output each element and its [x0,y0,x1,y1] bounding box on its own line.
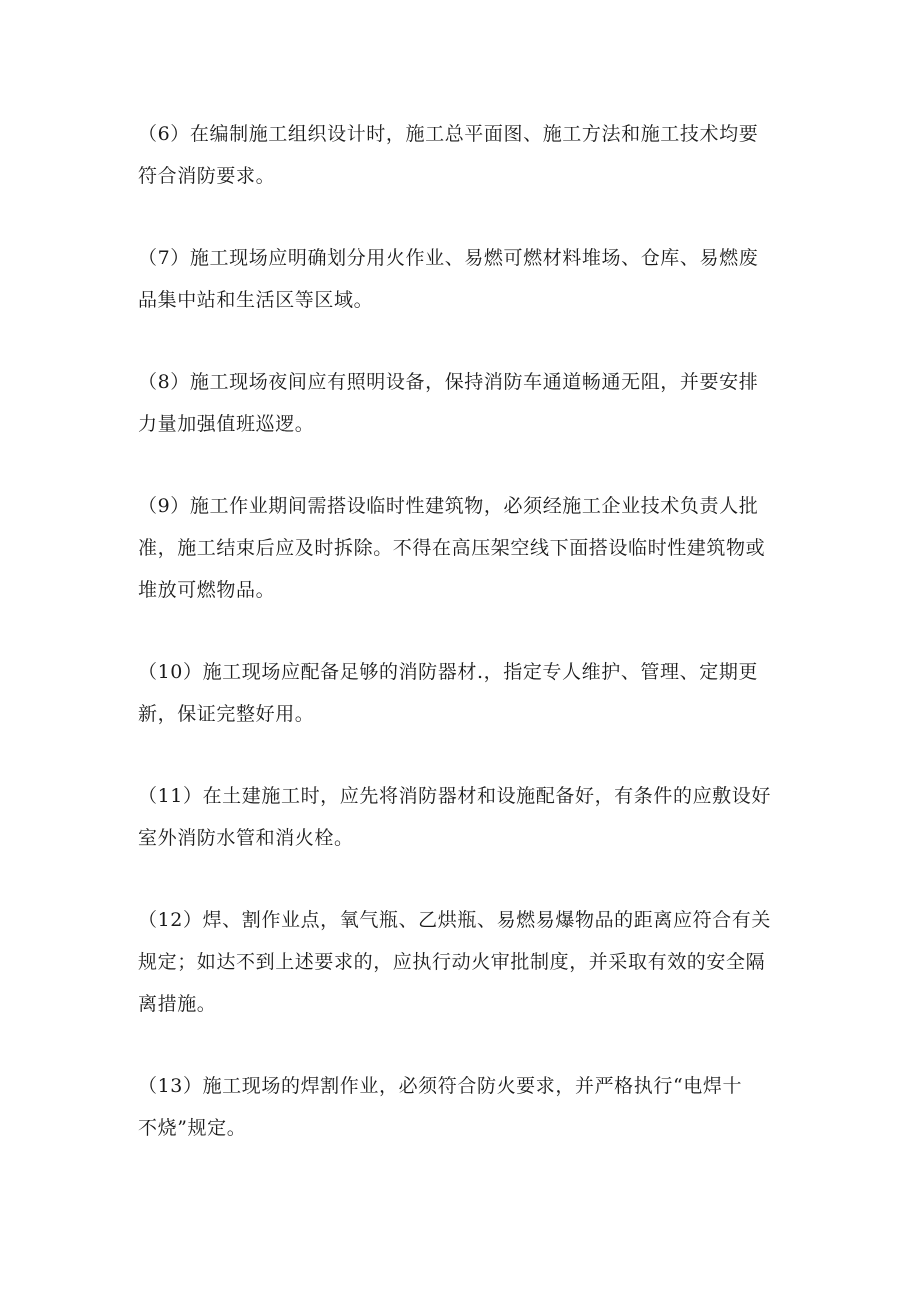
text-line: 符合消防要求。 [138,165,276,187]
paragraph-11 [138,775,788,859]
text-line: 堆放可燃物品。 [138,579,276,601]
paragraph-12 [138,899,788,1025]
text-line: 规定；如达不到上述要求的，应执行动火审批制度，并采取有效的安全隔 [138,951,766,973]
text-line: （12）焊、割作业点，氧气瓶、乙烘瓶、易燃易爆物品的距离应符合有关 [138,909,771,931]
text-line: （13）施工现场的焊割作业，必须符合防火要求，并严格执行“电焊十 [138,1075,743,1097]
text-line: 品集中站和生活区等区域。 [138,289,374,311]
paragraph-6 [138,113,788,197]
document-page [138,113,788,1189]
paragraph-9 [138,485,788,611]
text-line: 不烧”规定。 [138,1117,247,1139]
paragraph-13 [138,1065,788,1149]
paragraph-8 [138,361,788,445]
text-line: （10）施工现场应配备足够的消防器材.，指定专人维护、管理、定期更 [138,661,759,683]
paragraph-7 [138,237,788,321]
text-line: （11）在土建施工时，应先将消防器材和设施配备好，有条件的应敷设好 [138,785,771,807]
text-line: （9）施工作业期间需搭设临时性建筑物，必须经施工企业技术负责人批 [138,495,759,517]
text-line: （7）施工现场应明确划分用火作业、易燃可燃材料堆场、仓库、易燃废 [138,247,759,269]
text-line: 室外消防水管和消火栓。 [138,827,354,849]
text-line: 力量加强值班巡逻。 [138,413,315,435]
text-line: 准，施工结束后应及时拆除。不得在高压架空线下面搭设临时性建筑物或 [138,537,766,559]
text-line: 新，保证完整好用。 [138,703,315,725]
text-line: （8）施工现场夜间应有照明设备，保持消防车通道畅通无阻，并要安排 [138,371,759,393]
text-line: （6）在编制施工组织设计时，施工总平面图、施工方法和施工技术均要 [138,123,759,145]
paragraph-10 [138,651,788,735]
text-line: 离措施。 [138,993,217,1015]
